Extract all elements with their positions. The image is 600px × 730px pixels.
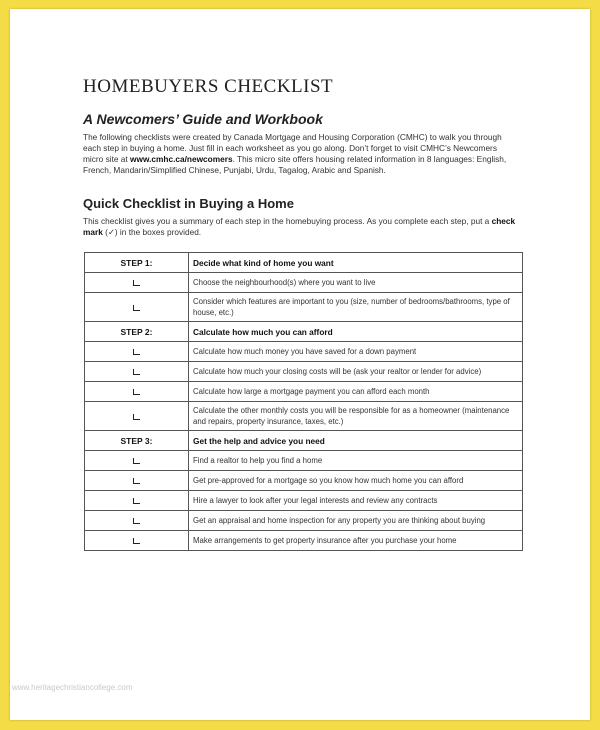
- checklist-item-text: Calculate how much money you have saved for a down payment: [189, 342, 523, 362]
- checklist-item-text: Calculate how large a mortgage payment you can afford each month: [189, 382, 523, 402]
- checklist-item: [85, 342, 523, 362]
- checklist-item-text: Make arrangements to get property insurance after you purchase your home: [189, 531, 523, 551]
- checklist-item-text: Consider which features are important to you (size, number of bedrooms/bathrooms, type of house, etc.): [189, 293, 523, 322]
- document-subtitle: A Newcomers’ Guide and Workbook: [83, 111, 323, 127]
- checklist-item: [85, 471, 523, 491]
- step-label: STEP 1:: [85, 253, 189, 273]
- checkbox[interactable]: [133, 518, 140, 524]
- checklist-item: [85, 402, 523, 431]
- step-row: [85, 253, 523, 273]
- checkbox[interactable]: [133, 498, 140, 504]
- cmhc-link[interactable]: www.cmhc.ca/newcomers: [130, 154, 233, 164]
- checklist-item: [85, 382, 523, 402]
- checklist-item: [85, 511, 523, 531]
- step-title: Calculate how much you can afford: [189, 322, 523, 342]
- checkbox[interactable]: [133, 369, 140, 375]
- checklist-item-text: Hire a lawyer to look after your legal interests and review any contracts: [189, 491, 523, 511]
- intro-text-2: . This micro site offers housing related information in 8 languages: English, French, Mandarin/Simplified Chinese, Punjabi, Urdu, Tagalog, Arabic and Spanish.: [83, 154, 507, 175]
- section-desc-bold: check mark: [83, 216, 516, 237]
- checkbox[interactable]: [133, 305, 140, 311]
- checklist-item-text: Choose the neighbourhood(s) where you want to live: [189, 273, 523, 293]
- step-title: Decide what kind of home you want: [189, 253, 523, 273]
- checklist-item: [85, 293, 523, 322]
- watermark: www.heritagechristiancollege.com: [12, 683, 133, 692]
- checklist-item: [85, 531, 523, 551]
- checklist-item-text: Get pre-approved for a mortgage so you know how much home you can afford: [189, 471, 523, 491]
- document-title: HOMEBUYERS CHECKLIST: [83, 76, 334, 97]
- intro-paragraph: [83, 132, 519, 176]
- checkbox[interactable]: [133, 280, 140, 286]
- section-title: Quick Checklist in Buying a Home: [83, 196, 294, 211]
- checkbox[interactable]: [133, 478, 140, 484]
- checkbox[interactable]: [133, 458, 140, 464]
- checklist-item-text: Get an appraisal and home inspection for any property you are thinking about buying: [189, 511, 523, 531]
- step-label: STEP 3:: [85, 431, 189, 451]
- checklist-item-text: Calculate how much your closing costs will be (ask your realtor or lender for advice): [189, 362, 523, 382]
- section-desc-text-2: (✓) in the boxes provided.: [102, 227, 202, 237]
- checklist-item: [85, 362, 523, 382]
- checklist-item-text: Calculate the other monthly costs you will be responsible for as a homeowner (maintenance and repairs, property insurance, taxes, etc.): [189, 402, 523, 431]
- checklist-item: [85, 273, 523, 293]
- checklist-item: [85, 451, 523, 471]
- checkbox[interactable]: [133, 538, 140, 544]
- checklist-item: [85, 491, 523, 511]
- step-row: [85, 322, 523, 342]
- checkbox[interactable]: [133, 414, 140, 420]
- checkbox[interactable]: [133, 389, 140, 395]
- step-label: STEP 2:: [85, 322, 189, 342]
- checkbox[interactable]: [133, 349, 140, 355]
- checklist-item-text: Find a realtor to help you find a home: [189, 451, 523, 471]
- checklist-table: [84, 252, 523, 551]
- section-description: [83, 216, 519, 238]
- intro-text-1: The following checklists were created by Canada Mortgage and Housing Corporation (CMHC) to walk you through each step in buying a home. Just fill in each worksheet as you go along. Don’t forget to visit CMHC’s Newcomers micro site at: [83, 132, 502, 164]
- section-desc-text-1: This checklist gives you a summary of each step in the homebuying process. As you complete each step, put a: [83, 216, 492, 226]
- step-title: Get the help and advice you need: [189, 431, 523, 451]
- step-row: [85, 431, 523, 451]
